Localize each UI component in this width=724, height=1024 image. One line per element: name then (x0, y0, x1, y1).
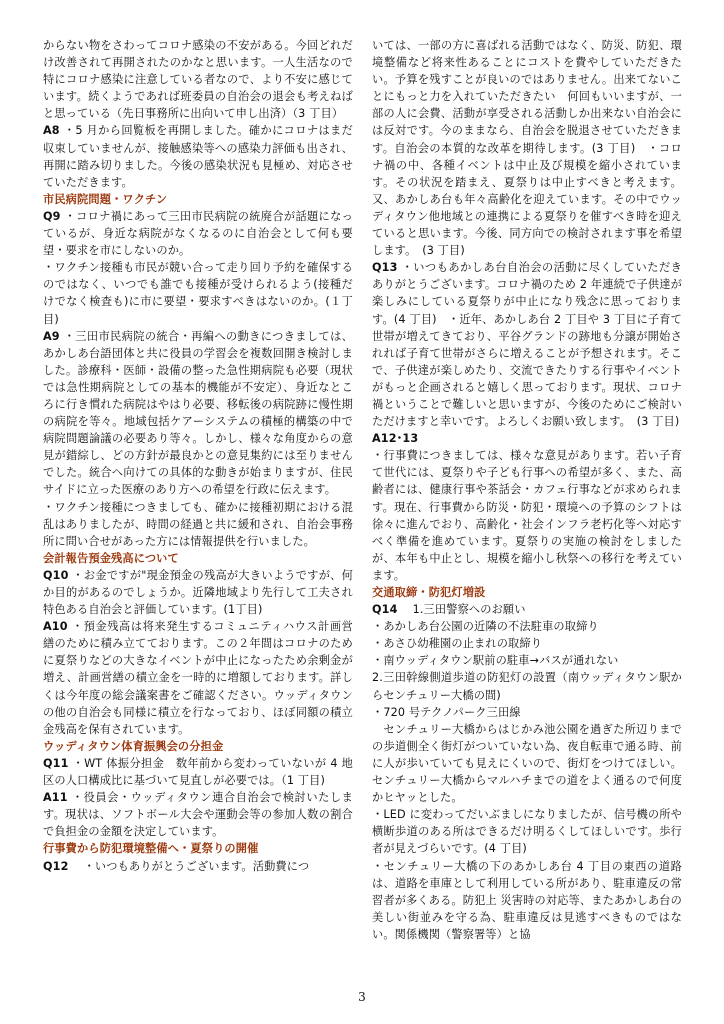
page-number: 3 (358, 990, 366, 1004)
qa-text: ・ワクチン接種も市民が競い合って走り回り予約を確保するのではなく、いつでも誰でも接種が受けられるよう(接種だけでなく検査も)に市に要望・要求すべきはないのか。(１丁目) (43, 261, 353, 326)
qa-text: からない物をさわってコロナ感染の不安がある。今回どれだけ改善されて再開されたのかなと思います。一人生活なので特にコロナ感染に注意している者なので、より不安に感じています。続くようであれば班委員の自治会の退会も考えねばと思っている（先日事務所に出向いて申し出済）（3 丁目） (43, 39, 353, 121)
qa-label: Q12 (43, 859, 69, 873)
qa-text: ・預金残高は将来発生するコミュニティハウス計画営繕のために積み立てております。この２年間はコロナのために夏祭りなどの大きなイベントが中止になったため余剰金が増え、計画営繕の積立金を一時的に増額しております。詳しくは今年度の総会議案書をご確認ください。ウッディタウンの他の自治会も同様に積立を行なっており、ほぼ同額の積立金残高を保有されています。 (43, 620, 353, 736)
body-paragraph (372, 721, 682, 806)
qa-entry-q13 (372, 259, 682, 430)
qa-text: ・お金ですが"現金預金の残高が大きいようですが、何か目的があるのでしょうか。近隣地域より先行して工夫され特色ある自治会と評価しています。(1丁目) (43, 568, 353, 617)
section-heading: ウッディタウン体育振興会の分担金 (43, 739, 224, 753)
section-heading: 交通取締・防犯灯増設 (372, 586, 486, 599)
qa-label: A10 (43, 620, 68, 634)
qa-text: ・いつもありがとうございます。活動費につ (72, 859, 310, 873)
qa-text: ・センチュリー大橋の下のあかしあ台 4 丁目の東西の道路は、道路を車庫として利用している所があり、駐車違反の常習者が多くある。防犯上 災害時の対応等、またあかしあ台の美しい街並みを守る為、駐車違反は見逃すべきものではない。関係機関（警察署等）と協 (372, 859, 682, 941)
qa-text: ・役員会・ウッディタウン連合自治会で検討いたします。現状は、ソフトボール大会や運動会等の参加人数の割合で負担金の金額を決定しています。 (43, 791, 353, 839)
section-heading: 行事費から防犯環境整備へ・夏祭りの開催 (43, 842, 259, 856)
qa-label: Q14 (372, 603, 398, 617)
body-paragraph (372, 806, 682, 857)
qa-entry-a8 (43, 122, 353, 190)
qa-entry-q12 (43, 858, 353, 875)
body-paragraph (372, 669, 682, 703)
qa-text: ・コロナ禍にあって三田市民病院の統廃合が話題になっているが、身近な病院がなくなるのに自治会として何も要望・要求を市にしないのか。 (43, 209, 353, 258)
body-paragraph (372, 704, 682, 721)
qa-entry-a9 (43, 328, 353, 499)
qa-text: ・あかしあ台公園の近隣の不法駐車の取締り (372, 620, 599, 634)
left-column (43, 37, 353, 875)
section-heading: 市民病院問題・ワクチン (43, 192, 168, 206)
body-paragraph (372, 618, 682, 635)
qa-text: ・WT 体振分担金 数年前から変わっていないが 4 地区の人口構成比に基づいて見直しが必要では。（1 丁目) (43, 756, 353, 788)
qa-entry-q9 (43, 208, 353, 259)
body-paragraph (372, 652, 682, 669)
qa-label: A9 (43, 329, 60, 343)
qa-text: ・ワクチン接種につきましても、確かに接種初期における混乱はありましたが、時間の経過と共に緩和され、自治会事務所に問い合せがあった方には情報提供を行いました。 (43, 500, 353, 548)
body-paragraph (43, 37, 353, 122)
qa-text: いては、一部の方に喜ばれる活動ではなく、防災、防犯、環境整備など将来性あることにコストを費やしていただきたい。予算を残すことが良いのではありません。出来てないことにもっと力を入れていただきたい 何回もいいますが、一部の人に会費、活動が享受される活動しか出来ない自治会には反対です。今のままなら、自治会を脱退させていただきます。自治会の本質的な改革を期待します。(3 丁目) ・コロナ禍の中、各種イベントは中止及び規模を縮小されています。その状況を踏まえ、夏祭りは中止すべきと考えます。又、あかしあ台も年々高齢化を迎えています。その中でウッディタウン他地域との連携による夏祭りを催すべき時を迎えていると思います。今後、同方向での検討されます事を希望します。 (3 丁目) (372, 39, 682, 258)
qa-entry-a11 (43, 789, 353, 840)
qa-entry-a12-13 (372, 430, 682, 447)
qa-text: ・南ウッディタウン駅前の駐車→バスが通れない (372, 654, 619, 668)
qa-entry-q11 (43, 755, 353, 789)
body-paragraph (43, 259, 353, 327)
qa-text: 1.三田警察へのお願い (401, 603, 526, 617)
right-column (372, 37, 682, 943)
qa-label: Q13 (372, 261, 398, 275)
body-paragraph (372, 447, 682, 584)
qa-text: ・720 号テクノパーク三田線 (372, 705, 521, 719)
qa-text: 2.三田幹線側道歩道の防犯灯の設置（南ウッディタウン駅からセンチュリー大橋の間) (372, 671, 682, 702)
qa-text: ・行事費につきましては、様々な意見があります。若い子育て世代には、夏祭りや子ども行事への希望が多く、また、高齢者には、健康行事や茶話会・カフェ行事などが求められます。現在、行事費から防災・防犯・環境への予算のシフトは徐々に進んでおり、高齢化・社会インフラ老朽化等へ対応すべく準備を進めています。夏祭りの実施の検討をしましたが、本年も中止とし、規模を縮小し秋祭への移行を考えています。 (372, 449, 682, 582)
qa-label: A12･13 (372, 432, 419, 446)
qa-label: A11 (43, 791, 68, 805)
qa-text: ・5 月から回覧板を再開しました。確かにコロナはまだ収束していませんが、接触感染等への感染力評価も出され、再開に踏み切りました。今後の感染状況も見極め、対応させていただきます。 (43, 124, 353, 189)
body-paragraph (372, 858, 682, 943)
qa-text: ・いつもあかしあ台自治会の活動に尽くしていただきありがとうございます。コロナ禍のため 2 年連続で子供達が楽しみにしている夏祭りが中止になり残念に思っております。(4 丁目) ・近年、あかしあ台 2 丁目や 3 丁目に子育て世帯が増えてきており、平谷グランドの跡地も分譲が開始されれば子育て世帯がさらに増えることが予想されます。そこで、子供達が楽しめたり、交流できたりする行事やイベントがもっと企画されると嬉しく思っております。現状、コロナ禍ということで難しいと思いますが、今後のためにご検討いただけますと幸いです。よろしくお願い致します。 (3 丁目) (372, 261, 682, 429)
qa-entry-a10 (43, 618, 353, 738)
body-paragraph (43, 499, 353, 550)
qa-text: ・あさひ幼稚園の止まれの取締り (372, 637, 543, 651)
qa-text: ・LED に変わってだいぶましになりましたが、信号機の所や横断歩道のある所はできるだけ明るくしてほしいです。歩行者が見えづらいです。(4 丁目) (372, 808, 682, 856)
body-paragraph (372, 635, 682, 652)
qa-label: Q9 (43, 209, 61, 223)
qa-entry-q10 (43, 567, 353, 618)
qa-label: Q11 (43, 756, 69, 770)
qa-text: ・三田市民病院の統合・再編への動きにつきましては、あかしあ台語団体と共に役員の学習会を複数回開き検討しました。診療科・医師・設備の整った急性期病院も必要（現状では急性期病院としての基本的機能が不安定）、身近なところに行き慣れた病院はやはり必要、移転後の病院跡に慢性期の病院を等々。地域包括ケアーシステムの積極的構築の中で病院問題論議の必要あり等々。しかし、様々な角度からの意見が錯綜し、どの方針が最良かとの意見集約には至りませんでした。統合へ向けての具体的な動きが始まりますが、住民サイドに立った医療のあり方への希望を行政に伝えます。 (43, 329, 353, 497)
section-heading: 会計報告預金残高について (43, 551, 179, 565)
qa-text: センチュリー大橋からはじかみ池公園を過ぎた所辺りまでの歩道側全く街灯がついていない為、夜自転車で通る時、前に人が歩いていても見えにくいので、街灯をつけてほしい。センチュリー大橋からマルハチまでの道をよく通るので何度かヒヤッとした。 (372, 722, 682, 805)
qa-entry-q14 (372, 601, 682, 618)
qa-label: A8 (43, 124, 60, 138)
qa-label: Q10 (43, 568, 69, 582)
body-paragraph (372, 37, 682, 259)
